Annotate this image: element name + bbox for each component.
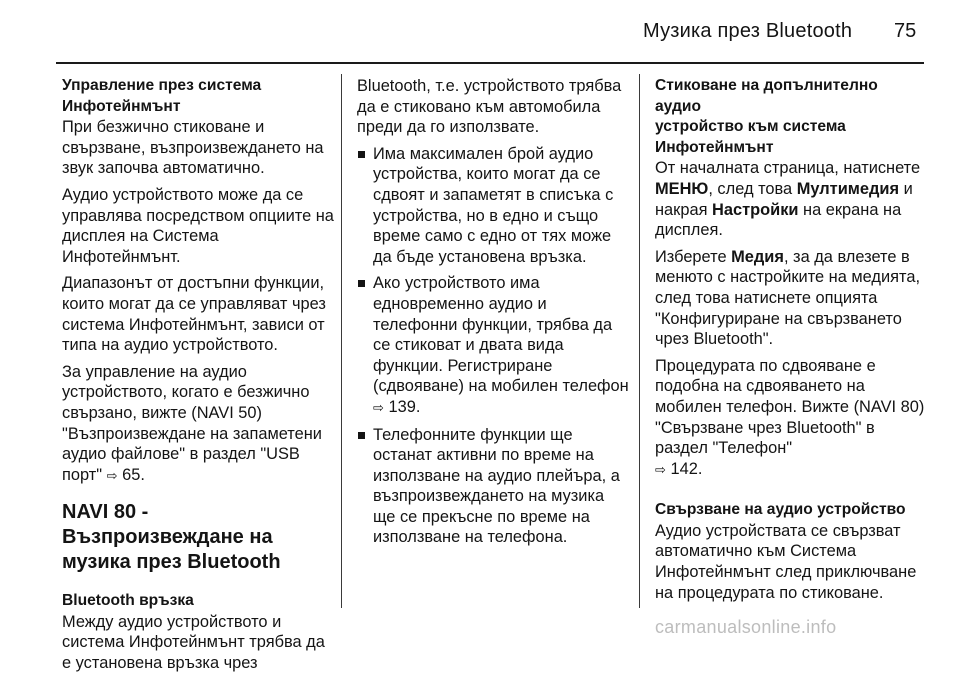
list-item [357,273,629,418]
heading-line: устройство към система [655,118,846,136]
menu-label: МЕНЮ [655,179,709,198]
section-heading-pairing [655,76,927,158]
paragraph-text: За управление на аудио устройството, когато е безжично свързано, вижте (NAVI 50) "Възпроизвеждане на запаметени аудио файлове" в раздел "USB порт" [62,362,322,484]
paragraph [655,158,927,240]
column-divider-2 [639,74,640,608]
paragraph-text: Процедурата по сдвояване е подобна на сдвояването на мобилен телефон. Вижте (NAVI 80) "Свързване чрез Bluetooth" в раздел "Телефон" [655,356,925,458]
paragraph: Bluetooth, т.е. устройството трябва да е стиковано към автомобила преди да го използвате. [357,77,622,137]
column-3 [655,76,927,609]
paragraph: Аудио устройството може да се управлява посредством опциите на дисплея на Система Инфотейнмънт. [62,185,334,266]
bullet-list [357,144,629,548]
subsection-heading-connect: Свързване на аудио устройство [655,501,906,519]
text: на екрана на дисплея. [655,200,902,240]
heading-line: Инфотейнмънт [655,138,774,156]
paragraph-with-reference [62,362,334,487]
text: и накрая [655,179,913,219]
page-reference: 139. [388,397,421,416]
paragraph: Диапазонът от достъпни функции, които могат да се управляват чрез система Инфотейнмънт, зависи от типа на аудио устройството. [62,274,326,355]
list-item: Има максимален брой аудио устройства, които могат да се сдвоят и запаметят в списъка с устройства, но в едно и също време само с едно от тях може да бъде установена връзка. [357,144,629,268]
paragraph: Между аудио устройството и система Инфотейнмънт трябва да е установена връзка чрез [62,612,325,673]
section-heading-control [62,76,334,117]
subsection-heading-bluetooth: Bluetooth връзка [62,592,194,610]
header-divider [56,62,924,64]
multimedia-label: Мултимедия [796,179,900,198]
page-number: 75 [894,20,917,42]
text: От началната страница, натиснете [655,159,921,178]
column-1 [62,76,334,680]
paragraph: Аудио устройствата се свързват автоматично към Система Инфотейнмънт след приключване на процедурата по стиковане. [655,521,917,602]
text: , за да влезете в менюто с настройките на медията, след това натиснете опцията "Конфигуриране на свързването чрез Bluetooth". [655,247,921,349]
paragraph-with-reference [655,356,927,481]
text: Изберете [655,247,727,266]
column-2 [357,76,629,554]
list-item: Телефонните функции ще останат активни по време на използване на аудио плейъра, а възпроизвеждането на музика ще се прекъсне по време на използване на телефона. [357,425,629,549]
heading-line: Стиковане на допълнително аудио [655,77,878,115]
column-divider-1 [341,74,342,608]
page-reference-arrow-icon: ⇨ [373,399,384,415]
heading-line: Управление през система [62,77,262,94]
media-label: Медия [731,247,784,266]
section-title: NAVI 80 - Възпроизвеждане на музика през Bluetooth [62,501,281,574]
list-item-text: Ако устройството има едновременно аудио и телефонни функции, трябва да се стиковат и двата вида функции. Регистриране (сдвояване) на мобилен телефон [373,274,629,396]
page-reference-arrow-icon: ⇨ [655,461,666,477]
heading-line: Инфотейнмънт [62,97,181,115]
page-title: Музика през Bluetooth [643,20,853,42]
page-reference-arrow-icon: ⇨ [106,467,118,483]
paragraph [655,247,927,350]
text: , след това [708,179,793,198]
page-reference: 142. [670,459,703,478]
watermark: carmanualsonline.info [655,617,837,637]
settings-label: Настройки [712,200,799,219]
paragraph: При безжично стиковане и свързване, възпроизвеждането на звук започва автоматично. [62,118,324,178]
page-reference: 65. [122,465,145,484]
